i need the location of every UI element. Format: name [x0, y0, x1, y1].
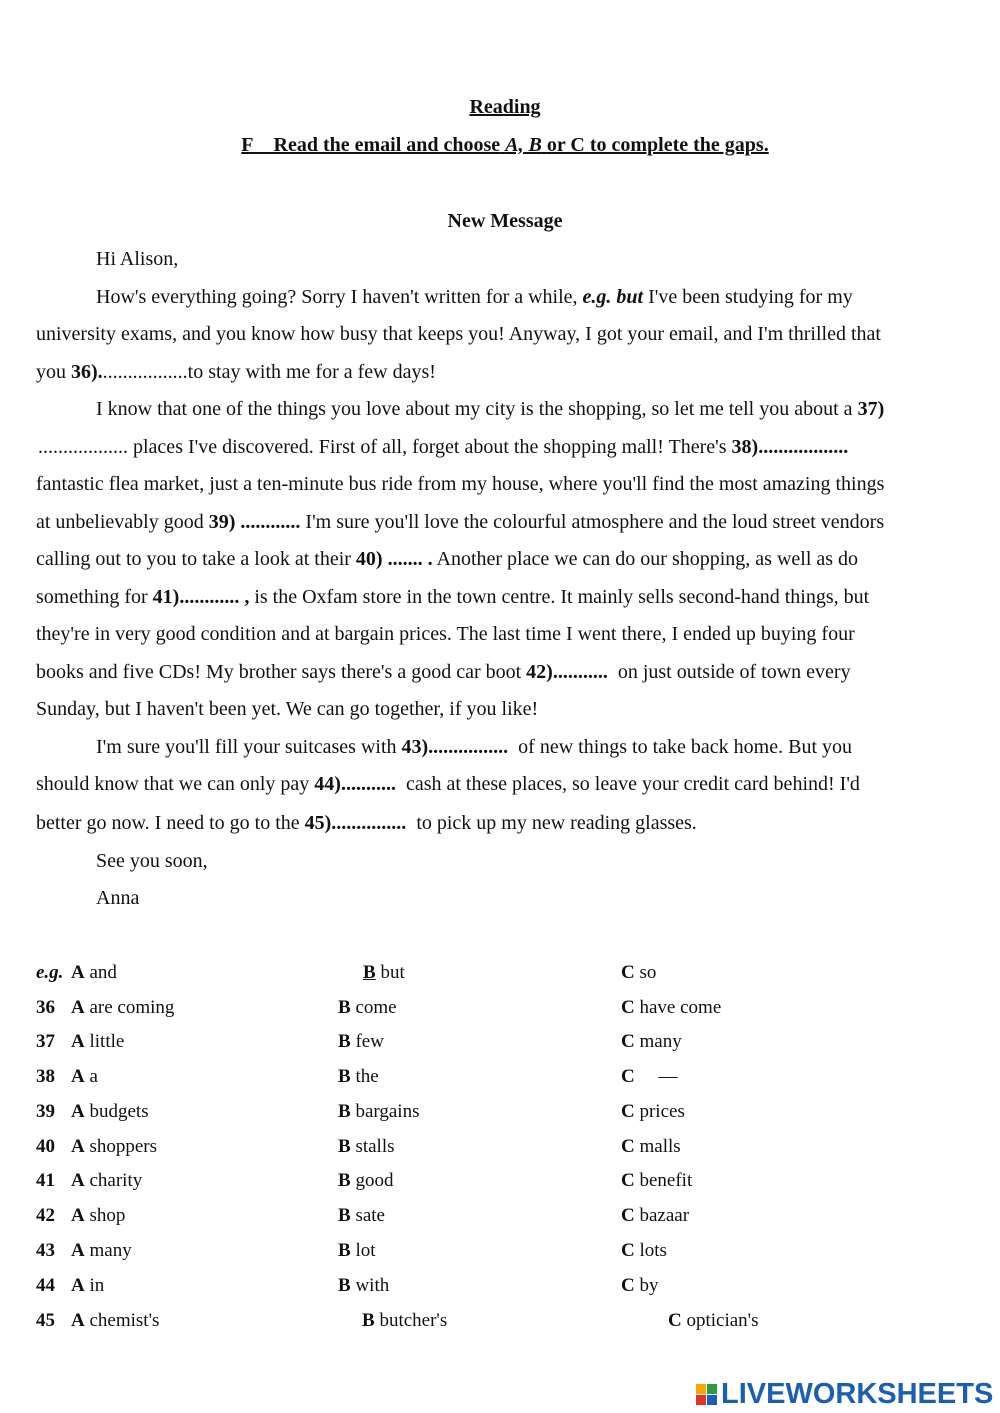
option-b[interactable]: B come: [338, 997, 397, 1018]
option-a[interactable]: A chemist's: [71, 1310, 160, 1331]
email-line-6: fantastic flea market, just a ten-minute bus ride from my house, where you'll find the most amazing things: [36, 473, 885, 495]
email-line-11: books and five CDs! My brother says there's a good car boot 42)........... on just outside of town every: [36, 661, 851, 683]
option-number: 44: [36, 1275, 55, 1296]
email-closing: See you soon,: [96, 850, 208, 872]
page-title: Reading: [469, 96, 541, 118]
option-number: 42: [36, 1205, 55, 1226]
email-line-9: something for 41)............ , is the Oxfam store in the town centre. It mainly sells second-hand things, but: [36, 586, 870, 608]
option-b[interactable]: B good: [338, 1170, 394, 1191]
option-b[interactable]: B but: [363, 962, 405, 983]
option-b[interactable]: B with: [338, 1275, 390, 1296]
option-b[interactable]: B few: [338, 1031, 384, 1052]
option-a[interactable]: A in: [71, 1275, 105, 1296]
email-line-10: they're in very good condition and at bargain prices. The last time I went there, I ended up buying four: [36, 623, 855, 645]
option-c[interactable]: C malls: [621, 1136, 681, 1157]
exercise-instruction: F Read the email and choose A, B or C to complete the gaps.: [241, 134, 769, 156]
email-greeting: Hi Alison,: [96, 248, 179, 270]
option-c[interactable]: C so: [621, 962, 657, 983]
option-c[interactable]: C optician's: [668, 1310, 759, 1331]
gap-42[interactable]: 42)...........: [526, 661, 608, 683]
option-number: 36: [36, 997, 55, 1018]
email-line-3: you 36)..................to stay with me for a few days!: [36, 361, 436, 383]
option-c[interactable]: C bazaar: [621, 1205, 690, 1226]
option-a[interactable]: A are coming: [71, 997, 175, 1018]
email-subject: New Message: [447, 210, 563, 232]
email-line-4: I know that one of the things you love about my city is the shopping, so let me tell you about a 37): [96, 398, 885, 420]
option-b[interactable]: B lot: [338, 1240, 376, 1261]
option-b[interactable]: B butcher's: [362, 1310, 448, 1331]
email-line-14: should know that we can only pay 44)........... cash at these places, so leave your credit card behind! I'd: [36, 773, 860, 795]
option-c[interactable]: C many: [621, 1031, 682, 1052]
option-number: 37: [36, 1031, 55, 1052]
option-number: 43: [36, 1240, 55, 1261]
email-line-7: at unbelievably good 39) ............ I'm sure you'll love the colourful atmosphere and the loud street vendors: [36, 511, 885, 533]
gap-45[interactable]: 45)...............: [304, 812, 407, 834]
email-line-2: university exams, and you know how busy that keeps you! Anyway, I got your email, and I'm thrilled that: [36, 323, 881, 345]
email-signature: Anna: [96, 887, 140, 909]
liveworksheets-logo-icon: [696, 1384, 717, 1405]
liveworksheets-logo: LIVEWORKSHEETS: [696, 1378, 996, 1410]
email-line-5: .................. places I've discovered. First of all, forget about the shopping mall! There's 38)..................: [38, 436, 849, 458]
option-b[interactable]: B stalls: [338, 1136, 395, 1157]
gap-40[interactable]: 40) ....... .: [355, 548, 433, 570]
option-number: 39: [36, 1101, 55, 1122]
option-c[interactable]: C by: [621, 1275, 659, 1296]
email-line-13: I'm sure you'll fill your suitcases with 43)................ of new things to take back home. But you: [96, 736, 852, 758]
option-a[interactable]: A charity: [71, 1170, 143, 1191]
option-number: 38: [36, 1066, 55, 1087]
option-a[interactable]: A many: [71, 1240, 132, 1261]
gap-43[interactable]: 43)................: [401, 736, 509, 758]
option-a[interactable]: A a: [71, 1066, 98, 1087]
option-number: 41: [36, 1170, 55, 1191]
option-c[interactable]: C benefit: [621, 1170, 693, 1191]
gap-39[interactable]: 39) ............: [208, 511, 301, 533]
option-a[interactable]: A budgets: [71, 1101, 149, 1122]
option-b[interactable]: B the: [338, 1066, 379, 1087]
option-a[interactable]: A and: [71, 962, 117, 983]
email-line-12: Sunday, but I haven't been yet. We can go together, if you like!: [36, 698, 539, 720]
gap-36[interactable]: 36).: [71, 361, 103, 383]
gap-44[interactable]: 44)...........: [314, 773, 396, 795]
option-a[interactable]: A shoppers: [71, 1136, 158, 1157]
option-a[interactable]: A shop: [71, 1205, 126, 1226]
option-c[interactable]: C lots: [621, 1240, 667, 1261]
option-number: 45: [36, 1310, 55, 1331]
email-line-8: calling out to you to take a look at their 40) ....... . Another place we can do our shopping, as well as do: [36, 548, 859, 570]
email-line-1: How's everything going? Sorry I haven't written for a while, e.g. but I've been studying for my: [96, 286, 853, 308]
option-c[interactable]: C have come: [621, 997, 722, 1018]
option-number: e.g.: [36, 962, 64, 983]
option-b[interactable]: B bargains: [338, 1101, 420, 1122]
gap-41[interactable]: 41)............ ,: [152, 586, 250, 608]
gap-38[interactable]: 38)..................: [731, 436, 849, 458]
option-a[interactable]: A little: [71, 1031, 125, 1052]
email-line-15: better go now. I need to go to the 45)............... to pick up my new reading glasses.: [36, 812, 697, 834]
option-b[interactable]: B sate: [338, 1205, 385, 1226]
option-c[interactable]: C prices: [621, 1101, 685, 1122]
option-number: 40: [36, 1136, 55, 1157]
option-c[interactable]: C —: [621, 1066, 678, 1087]
gap-37[interactable]: 37): [857, 398, 885, 420]
